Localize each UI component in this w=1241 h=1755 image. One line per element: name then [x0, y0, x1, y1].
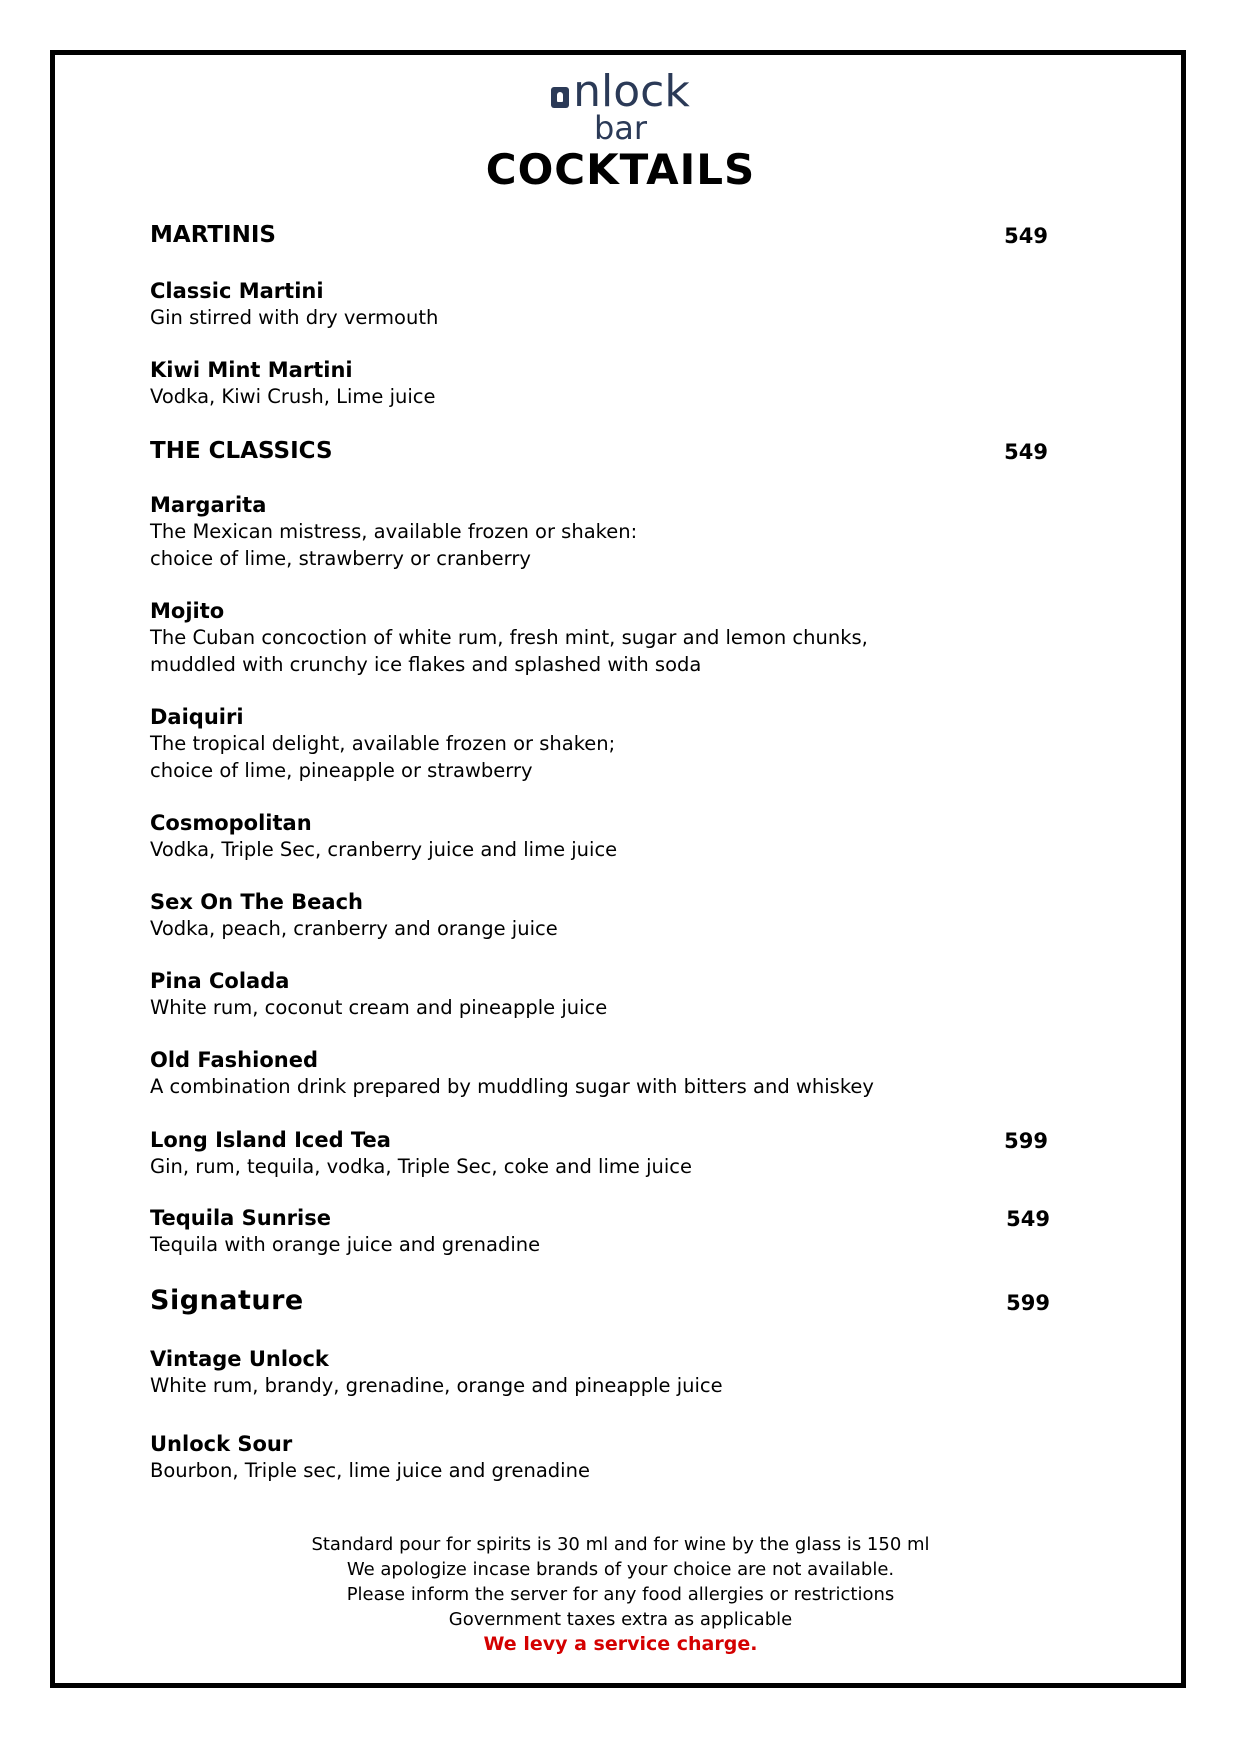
item-desc: The tropical delight, available frozen or shaken; [150, 732, 616, 755]
item-name: Daiquiri [150, 705, 244, 729]
footer-notes [0, 1532, 1241, 1657]
menu-item [150, 1047, 874, 1101]
service-charge-notice: We levy a service charge. [483, 1633, 758, 1655]
item-name: Margarita [150, 493, 267, 517]
item-name: Vintage Unlock [150, 1347, 329, 1371]
section-price-classics: 549 [1004, 440, 1048, 464]
item-name: Long Island Iced Tea [150, 1128, 391, 1152]
item-desc: The Cuban concoction of white rum, fresh mint, sugar and lemon chunks, [150, 626, 868, 649]
item-desc: Gin, rum, tequila, vodka, Triple Sec, coke and lime juice [150, 1155, 692, 1178]
item-name: Pina Colada [150, 969, 290, 993]
menu-item [150, 598, 868, 678]
section-title-martinis: MARTINIS [150, 222, 276, 248]
item-name: Tequila Sunrise [150, 1206, 331, 1230]
item-desc: choice of lime, pineapple or strawberry [150, 758, 533, 782]
menu-item [150, 357, 436, 411]
item-desc: Bourbon, Triple sec, lime juice and grenadine [150, 1459, 590, 1482]
item-name: Sex On The Beach [150, 890, 363, 914]
item-desc: White rum, coconut cream and pineapple juice [150, 996, 608, 1019]
item-desc: A combination drink prepared by muddling sugar with bitters and whiskey [150, 1075, 874, 1098]
item-desc: Vodka, Kiwi Crush, Lime juice [150, 385, 436, 408]
footer-line: We apologize incase brands of your choice are not available. [346, 1559, 895, 1580]
item-desc: Gin stirred with dry vermouth [150, 306, 439, 329]
item-name: Old Fashioned [150, 1048, 318, 1072]
footer-line: Please inform the server for any food allergies or restrictions [346, 1584, 895, 1605]
item-name: Mojito [150, 599, 225, 623]
item-desc: muddled with crunchy ice flakes and splashed with soda [150, 652, 702, 676]
item-name: Kiwi Mint Martini [150, 358, 353, 382]
menu-item [150, 1346, 723, 1400]
menu-item [150, 968, 607, 1022]
item-desc: White rum, brandy, grenadine, orange and pineapple juice [150, 1374, 723, 1397]
menu-item [150, 704, 615, 784]
menu-item [150, 1431, 590, 1485]
page-title: COCKTAILS [485, 145, 756, 194]
item-desc: Tequila with orange juice and grenadine [150, 1233, 541, 1256]
section-title-classics: THE CLASSICS [150, 438, 333, 464]
item-price: 549 [1006, 1207, 1050, 1231]
brand-word: nlock [573, 66, 690, 117]
item-name: Classic Martini [150, 279, 324, 303]
menu-item [150, 1127, 692, 1181]
lock-icon [551, 87, 569, 108]
section-price-signature: 599 [1006, 1291, 1050, 1315]
item-name: Cosmopolitan [150, 811, 312, 835]
section-title-signature: Signature [150, 1285, 304, 1316]
menu-item [150, 1205, 540, 1259]
menu-item [150, 889, 558, 943]
item-desc: choice of lime, strawberry or cranberry [150, 546, 531, 570]
menu-item [150, 492, 637, 572]
item-price: 599 [1004, 1129, 1048, 1153]
brand-sub: bar [593, 109, 648, 147]
item-desc: Vodka, peach, cranberry and orange juice [150, 917, 558, 940]
item-name: Unlock Sour [150, 1432, 293, 1456]
footer-line: Government taxes extra as applicable [448, 1609, 793, 1630]
item-desc: Vodka, Triple Sec, cranberry juice and lime juice [150, 838, 618, 861]
menu-item [150, 278, 438, 332]
footer-line: Standard pour for spirits is 30 ml and for wine by the glass is 150 ml [311, 1534, 930, 1555]
item-desc: The Mexican mistress, available frozen or shaken: [150, 520, 638, 543]
section-price-martinis: 549 [1004, 224, 1048, 248]
menu-item [150, 810, 617, 864]
